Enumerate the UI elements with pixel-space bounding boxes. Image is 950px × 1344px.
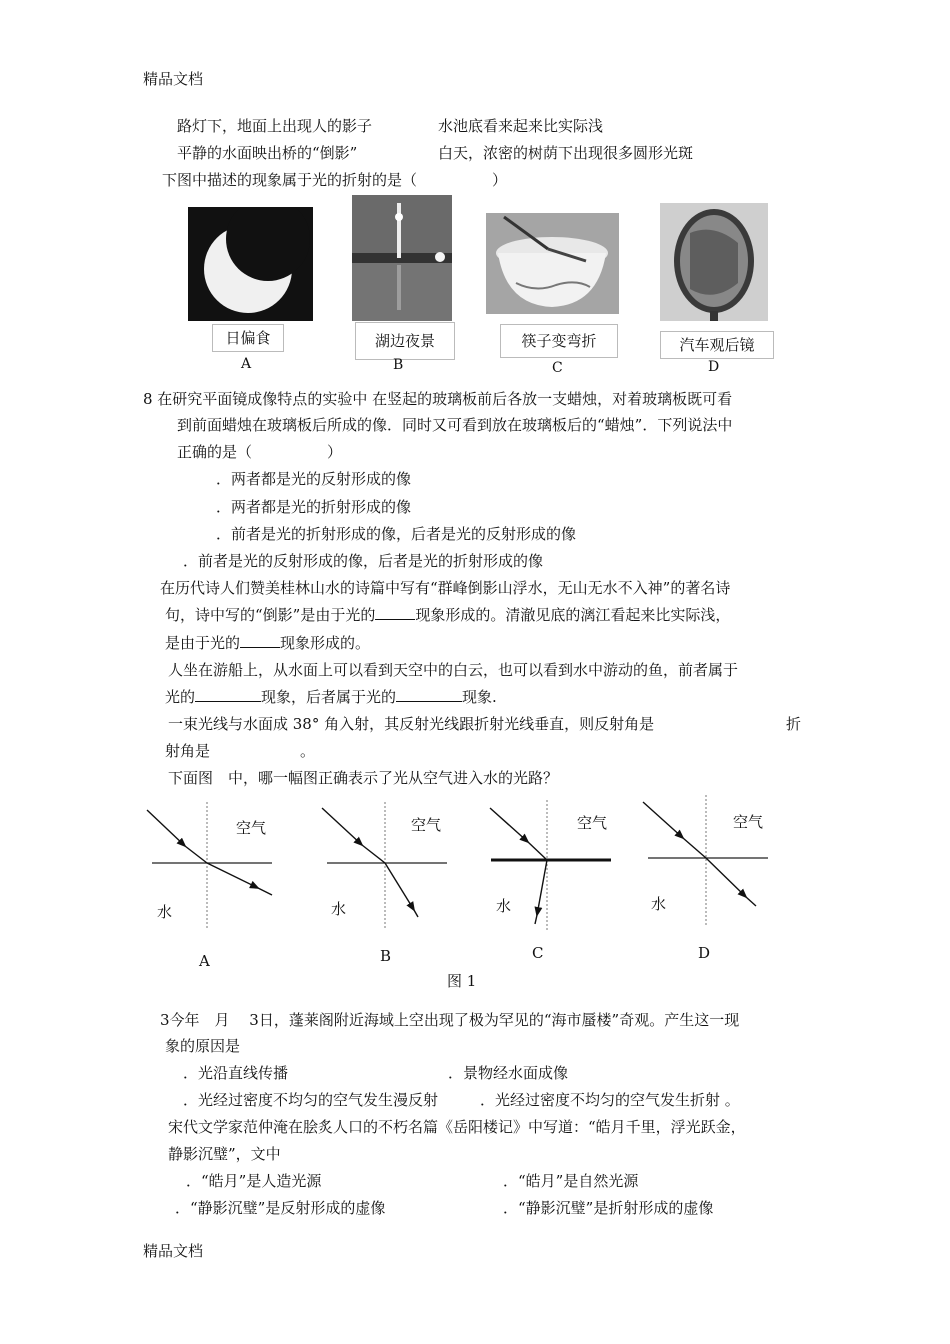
- q14-option-b: ．“皓月”是自然光源: [503, 1172, 639, 1190]
- q8-line3: 正确的是（ ）: [177, 443, 343, 461]
- figure-caption: 图 1: [447, 972, 477, 990]
- caption-rearview: 汽车观后镜: [660, 331, 774, 359]
- q9-line2: [165, 605, 730, 625]
- q10-line2-c: 现象.: [462, 688, 497, 706]
- q8-line1: 8 在研究平面镜成像特点的实验中 在竖起的玻璃板前后各放一支蜡烛，对着玻璃板既可看: [143, 390, 733, 408]
- q13-option-b: ．景物经水面成像: [448, 1064, 569, 1082]
- diagram-b-water: 水: [331, 900, 347, 918]
- q11-line1: 一束光线与水面成 38° 角入射，其反射光线跟折射光线垂直，则反射角是: [168, 715, 655, 733]
- q7-stem: 下图中描述的现象属于光的折射的是（ ）: [162, 171, 508, 189]
- diagram-a-water: 水: [157, 903, 173, 921]
- label-d: D: [708, 359, 720, 375]
- q14-line2: 静影沉璧”，文中: [168, 1145, 281, 1163]
- q12-stem: 下面图 中，哪一幅图正确表示了光从空气进入水的光路？: [168, 769, 559, 787]
- q7-option-b: 水池底看来起来比实际浅: [438, 117, 604, 135]
- diagram-c-letter: C: [532, 944, 544, 962]
- q9-line2-a: 句，诗中写的“倒影”是由于光的: [165, 606, 376, 624]
- q13-option-c: ．光经过密度不均匀的空气发生漫反射: [183, 1091, 439, 1109]
- q7-option-a: 路灯下，地面上出现人的影子: [177, 117, 373, 135]
- q9-line2-b: 现象形成的。清澈见底的漓江看起来比实际浅，: [415, 606, 731, 624]
- q8-option-b: ．两者都是光的折射形成的像: [216, 498, 412, 516]
- night-lake-photo: [352, 195, 452, 321]
- q9-line3-a: 是由于光的: [165, 634, 241, 652]
- eclipse-photo: [188, 207, 313, 321]
- diagram-c-water: 水: [496, 897, 512, 915]
- q13-option-a: ．光沿直线传播: [183, 1064, 289, 1082]
- q11-line2: 射角是 。: [165, 742, 316, 760]
- q13-option-d: ．光经过密度不均匀的空气发生折射 。: [480, 1091, 740, 1109]
- label-c: C: [552, 360, 563, 376]
- q11-line1-end: 折: [786, 715, 802, 733]
- q14-option-c: ．“静影沉璧”是反射形成的虚像: [175, 1199, 386, 1217]
- q14-line1: 宋代文学家范仲淹在脍炙人口的不朽名篇《岳阳楼记》中写道：“皓月千里，浮光跃金，: [168, 1118, 746, 1136]
- header-watermark: 精品文档: [143, 70, 204, 88]
- q10-line2-a: 光的: [165, 688, 196, 706]
- chopsticks-bowl-photo: [486, 213, 619, 314]
- optics-diagrams: [0, 790, 950, 990]
- q7-option-d: 白天，浓密的树荫下出现很多圆形光斑: [438, 144, 694, 162]
- q9-line3-b: 现象形成的。: [280, 634, 371, 652]
- q9-line1: 在历代诗人们赞美桂林山水的诗篇中写有“群峰倒影山浮水，无山无水不入神”的著名诗: [160, 579, 731, 597]
- q9-line3: [165, 633, 370, 653]
- q8-option-d: ．前者是光的反射形成的像，后者是光的折射形成的像: [183, 552, 544, 570]
- label-b: B: [393, 357, 404, 373]
- blank-1[interactable]: [375, 605, 415, 620]
- q7-option-c: 平静的水面映出桥的“倒影”: [177, 144, 358, 162]
- q14-option-d: ．“静影沉璧”是折射形成的虚像: [503, 1199, 714, 1217]
- blank-4[interactable]: [396, 687, 462, 702]
- diagram-a-letter: A: [199, 952, 210, 970]
- q10-line2: [165, 687, 497, 707]
- diagram-a-air: 空气: [236, 819, 267, 837]
- q8-line2: 到前面蜡烛在玻璃板后所成的像．同时又可看到放在玻璃板后的“蜡烛”．下列说法中: [177, 416, 733, 434]
- label-a: A: [241, 356, 252, 372]
- blank-3[interactable]: [195, 687, 261, 702]
- diagram-c-air: 空气: [577, 814, 608, 832]
- diagram-d-water: 水: [651, 895, 667, 913]
- q8-option-a: ．两者都是光的反射形成的像: [216, 470, 412, 488]
- caption-night-lake: 湖边夜景: [355, 322, 455, 360]
- q8-option-c: ．前者是光的折射形成的像，后者是光的反射形成的像: [216, 525, 577, 543]
- caption-eclipse: 日偏食: [212, 324, 284, 352]
- diagram-d-letter: D: [698, 944, 711, 962]
- diagram-d-air: 空气: [733, 813, 764, 831]
- q10-line1: 人坐在游船上，从水面上可以看到天空中的白云，也可以看到水中游动的鱼，前者属于: [168, 661, 739, 679]
- q10-line2-b: 现象，后者属于光的: [261, 688, 397, 706]
- convex-mirror-photo: [660, 203, 768, 321]
- blank-2[interactable]: [240, 633, 280, 648]
- q14-option-a: ．“皓月”是人造光源: [186, 1172, 322, 1190]
- diagram-b-letter: B: [380, 947, 392, 965]
- q13-line1: 3今年 月 3日，蓬莱阁附近海域上空出现了极为罕见的“海市蜃楼”奇观。产生这一现: [160, 1011, 740, 1029]
- diagram-b-air: 空气: [411, 816, 442, 834]
- footer-watermark: 精品文档: [143, 1242, 204, 1260]
- caption-chopsticks: 筷子变弯折: [500, 324, 618, 358]
- q13-line2: 象的原因是: [165, 1037, 241, 1055]
